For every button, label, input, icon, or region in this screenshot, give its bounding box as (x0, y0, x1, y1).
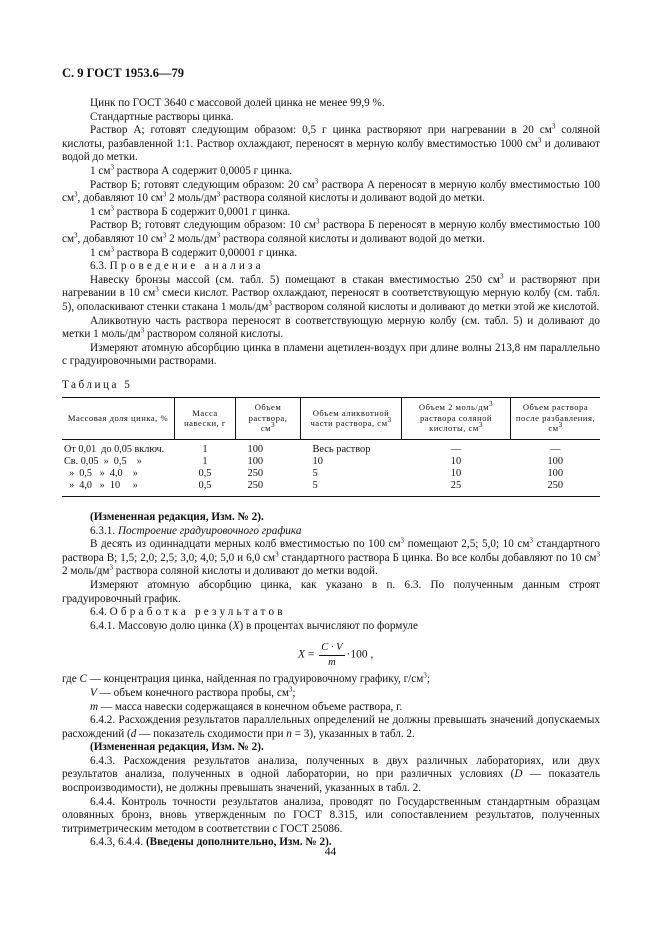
cell-acid-volume: — (450, 443, 462, 455)
cell-sample-mass: 0,5 (198, 467, 212, 479)
paragraph-6-4-4: 6.4.4. Контроль точности результатов анализа, проводят по Государственным стандартным образцам оловянных бронз, вновь утвержденным по ГОСТ 8.315, или сопоставлением результатов, полученных титриметрическим методом в соответствии с ГОСТ 25086. (62, 795, 600, 835)
amendment-note: (Измененная редакция, Изм. № 2). (90, 741, 264, 754)
cell-mass-fraction: От 0,01 до 0,05 включ. (64, 443, 165, 455)
cell-aliquot-volume: 10 (312, 455, 323, 467)
cell-diluted-volume: 100 (547, 467, 564, 479)
column-header-acid-volume: Объем 2 моль/$дм^3$ раствора соляной кислоты, $см^3$ (402, 398, 511, 440)
table-row (62, 468, 600, 480)
paragraph-solution-a-content: 1 $см^3$ раствора А содержит 0,0005 г цинка. (90, 163, 293, 177)
formula-where-c: где C — концентрация цинка, найденная по градуировочному графику, $г/см^3$; (62, 671, 430, 686)
cell-aliquot-volume: 5 (312, 479, 318, 491)
paragraph-6-3-1-calibration: В десять из одиннадцати мерных колб вместимостью по 100 $см^3$ помещают 2,5; 5,0; 10 $см^3$ стандартного раствора В; 1,5; 2,0; 2,5; 3,0; 4,0; 5,0 и 6,0 $см^3$ стандартного раствора Б цинка. Во все колбы добавляют по 10 $см^3$ 2 моль/$дм^3$ раствора соляной кислоты и доливают до метки водой. (62, 536, 600, 578)
paragraph-solution-v: Раствор В; готовят следующим образом: 10 $см^3$ раствора Б переносят в мерную колбу вместимостью 100 $см^3$, добавляют 10 $см^3$ 2 моль/$дм^3$ раствора соляной кислоты и доливают водой до метки. (62, 217, 600, 245)
column-header-solution-volume: Объем раствора, $см^3$ (236, 398, 301, 440)
cell-sample-mass: 0,5 (198, 479, 212, 491)
paragraph-zinc: Цинк по ГОСТ 3640 с массовой долей цинка не менее 99,9 %. (90, 97, 385, 109)
formula-expression: X = $\frac{C \cdot V}{m}$ ·100 , (298, 642, 374, 668)
table-caption: Таблица 5 (62, 378, 133, 391)
paragraph-6-4-3: 6.4.3. Расхождения результатов анализа, полученных в двух различных лабораториях, или двух результатов анализа, полученных в одной лаборатории, но при различных условиях (D — показатель воспроизводимости), не должны превышать значений, указанных в табл. 2. (62, 754, 600, 795)
cell-sample-mass: 1 (202, 455, 208, 467)
formula-fraction: $\frac{C \cdot V}{m}$ (321, 642, 343, 668)
formula-where-v: V — объем конечного раствора пробы, $см^3$; (90, 685, 296, 699)
cell-diluted-volume: — (550, 443, 561, 455)
table-row (62, 456, 600, 468)
section-heading-6-3-1: 6.3.1. Построение градуировочного графика (90, 524, 302, 537)
cell-aliquot-volume: Весь раствор (312, 443, 371, 455)
paragraph-amendment-added: 6.4.3, 6.4.4. (Введены дополнительно, Изм. № 2). (90, 836, 332, 849)
paragraph-standard-solutions: Стандартные растворы цинка. (90, 110, 234, 123)
cell-solution-volume: 100 (247, 455, 264, 467)
formula-where-m: m — масса навески содержащаяся в конечном объеме раствора, г. (90, 700, 403, 713)
paragraph-6-4-1: 6.4.1. Массовую долю цинка (X) в процентах вычисляют по формуле (90, 619, 418, 632)
page-header: С. 9 ГОСТ 1953.6—79 (62, 66, 185, 80)
cell-diluted-volume: 250 (547, 479, 564, 491)
paragraph-6-3-measure: Измеряют атомную абсорбцию цинка в пламени ацетилен-воздух при длине волны 213,8 нм параллельно с градуировочными растворами. (62, 341, 600, 368)
cell-aliquot-volume: 5 (312, 467, 318, 479)
cell-solution-volume: 100 (247, 443, 264, 455)
table-5 (62, 397, 600, 497)
cell-diluted-volume: 100 (547, 455, 564, 467)
paragraph-solution-a: Раствор А; готовят следующим образом: 0,5 г цинка растворяют при нагревании в 20 $см^3$ соляной кислоты, разбавленной 1:1. Раствор охлаждают, переносят в мерную колбу вместимостью 1000 $см^3$ и доливают водой до метки. (62, 122, 600, 164)
amendment-note: (Измененная редакция, Изм. № 2). (90, 510, 264, 523)
paragraph-6-3-1-graph: Измеряют атомную абсорбцию цинка, как указано в п. 6.3. По полученным данным строят градуировочный график. (62, 578, 600, 605)
cell-solution-volume: 250 (247, 467, 264, 479)
paragraph-6-3-aliquot: Аликвотную часть раствора переносят в соответствующую мерную колбу (см. табл. 5) и доливают до метки 1 моль/$дм^3$ раствором соляной кислоты. (62, 314, 600, 341)
section-heading-6-4: 6.4. Обработка результатов (90, 606, 286, 619)
page-number: 44 (324, 846, 337, 858)
cell-mass-fraction: » 0,5 » 4,0 » (64, 467, 138, 479)
section-heading-6-3: 6.3. Проведение анализа (90, 260, 264, 273)
cell-acid-volume: 10 (450, 455, 462, 467)
table-row (62, 439, 600, 456)
cell-mass-fraction: Св. 0,05 » 0,5 » (64, 455, 142, 467)
paragraph-solution-b-content: 1 $см^3$ раствора Б содержит 0,0001 г цинка. (90, 204, 291, 218)
paragraph-6-4-2: 6.4.2. Расхождения результатов параллельных определений не должны превышать значений допускаемых расхождений (d — показатель сходимости при n = 3), указанных в табл. 2. (62, 714, 600, 740)
document-body (62, 97, 600, 850)
paragraph-solution-v-content: 1 $см^3$ раствора В содержит 0,00001 г цинка. (90, 244, 297, 259)
column-header-diluted-volume: Объем раствора после разбавления, $см^3$ (511, 398, 601, 440)
table-header-row (62, 398, 600, 440)
paragraph-solution-b: Раствор Б; готовят следующим образом: 20 $см^3$ раствора А переносят в мерную колбу вместимостью 100 $см^3$, добавляют 10 $см^3$ 2 моль/$дм^3$ раствора соляной кислоты и доливают водой до метки. (62, 176, 600, 205)
cell-sample-mass: 1 (202, 443, 208, 455)
cell-solution-volume: 250 (247, 479, 264, 491)
cell-acid-volume: 10 (450, 467, 462, 479)
column-header-mass-fraction: Массовая доля цинка, % (62, 398, 175, 440)
formula-mass-fraction (62, 637, 600, 671)
table-row (62, 480, 600, 497)
cell-acid-volume: 25 (450, 479, 462, 491)
paragraph-6-3-procedure: Навеску бронзы массой (см. табл. 5) помещают в стакан вместимостью 250 $см^3$ и растворяют при нагревании в 10 $см^3$ смеси кислот. Раствор охлаждают, переносят в соответствующую мерную колбу (см. табл. 5), ополаскивают стенки стакана 1 моль/$дм^3$ раствором соляной кислоты и доливают до метки этой же кислотой. (62, 271, 600, 313)
column-header-sample-mass: Масса навески, г (175, 398, 236, 440)
cell-mass-fraction: » 4,0 » 10 » (64, 479, 138, 491)
column-header-aliquot-volume: Объем аликвотной части раствора, $см^3$ (301, 398, 402, 440)
